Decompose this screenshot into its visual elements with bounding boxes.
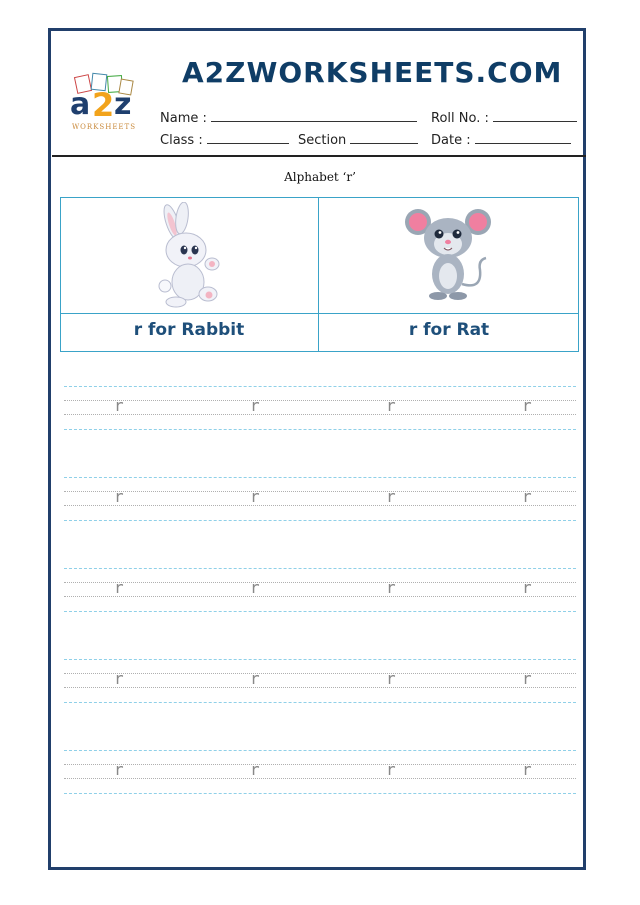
trace-letter: r: [522, 760, 532, 779]
name-field[interactable]: [160, 110, 417, 126]
worksheet-title: Alphabet ‘r’: [284, 170, 356, 184]
bottom-guide-line: [64, 611, 576, 612]
trace-letter: r: [522, 487, 532, 506]
base-guide-line: [64, 687, 576, 688]
base-guide-line: [64, 505, 576, 506]
class-blank[interactable]: [207, 132, 289, 144]
caption-rabbit: r for Rabbit: [133, 320, 245, 340]
class-label: Class :: [160, 133, 203, 148]
rabbit-illustration: [148, 202, 232, 312]
trace-letter: r: [250, 396, 260, 415]
trace-letter: r: [250, 760, 260, 779]
trace-letter: r: [386, 396, 396, 415]
bottom-guide-line: [64, 520, 576, 521]
section-blank[interactable]: [350, 132, 418, 144]
mid-guide-line: [64, 400, 576, 401]
trace-letter: r: [386, 760, 396, 779]
trace-letter: r: [522, 669, 532, 688]
roll-label: Roll No. :: [431, 111, 489, 126]
trace-letter: r: [250, 487, 260, 506]
section-label: Section: [298, 133, 347, 148]
top-guide-line: [64, 750, 576, 751]
trace-letter: r: [114, 487, 124, 506]
date-label: Date :: [431, 133, 471, 148]
mid-guide-line: [64, 673, 576, 674]
date-blank[interactable]: [475, 132, 571, 144]
top-guide-line: [64, 386, 576, 387]
picture-table-rule: [60, 313, 579, 314]
practice-row[interactable]: [64, 750, 576, 796]
trace-letter: r: [386, 487, 396, 506]
trace-letter: r: [522, 578, 532, 597]
practice-row[interactable]: [64, 386, 576, 432]
svg-text:2: 2: [92, 86, 115, 124]
name-label: Name :: [160, 111, 207, 126]
trace-letter: r: [250, 578, 260, 597]
bottom-guide-line: [64, 429, 576, 430]
picture-table-divider: [318, 197, 319, 352]
name-blank[interactable]: [211, 110, 417, 122]
mid-guide-line: [64, 764, 576, 765]
trace-letter: r: [522, 396, 532, 415]
trace-letter: r: [386, 669, 396, 688]
roll-blank[interactable]: [493, 110, 577, 122]
trace-letter: r: [114, 578, 124, 597]
base-guide-line: [64, 778, 576, 779]
base-guide-line: [64, 596, 576, 597]
mid-guide-line: [64, 582, 576, 583]
trace-letter: r: [114, 760, 124, 779]
caption-rat: r for Rat: [408, 320, 490, 340]
bottom-guide-line: [64, 702, 576, 703]
practice-row[interactable]: [64, 568, 576, 614]
logo-subtext: WORKSHEETS: [71, 123, 137, 131]
trace-letter: r: [114, 669, 124, 688]
bottom-guide-line: [64, 793, 576, 794]
date-field[interactable]: [431, 132, 571, 148]
practice-row[interactable]: [64, 659, 576, 705]
trace-letter: r: [250, 669, 260, 688]
top-guide-line: [64, 568, 576, 569]
rat-illustration: [402, 204, 494, 304]
trace-letter: r: [114, 396, 124, 415]
site-title: A2ZWORKSHEETS.COM: [182, 56, 563, 89]
header-divider: [52, 155, 586, 157]
svg-text:a: a: [70, 87, 91, 122]
top-guide-line: [64, 659, 576, 660]
practice-row[interactable]: [64, 477, 576, 523]
top-guide-line: [64, 477, 576, 478]
mid-guide-line: [64, 491, 576, 492]
trace-letter: r: [386, 578, 396, 597]
svg-text:z: z: [114, 87, 132, 122]
section-field[interactable]: [298, 132, 418, 148]
roll-field[interactable]: [431, 110, 577, 126]
base-guide-line: [64, 414, 576, 415]
class-field[interactable]: [160, 132, 289, 148]
